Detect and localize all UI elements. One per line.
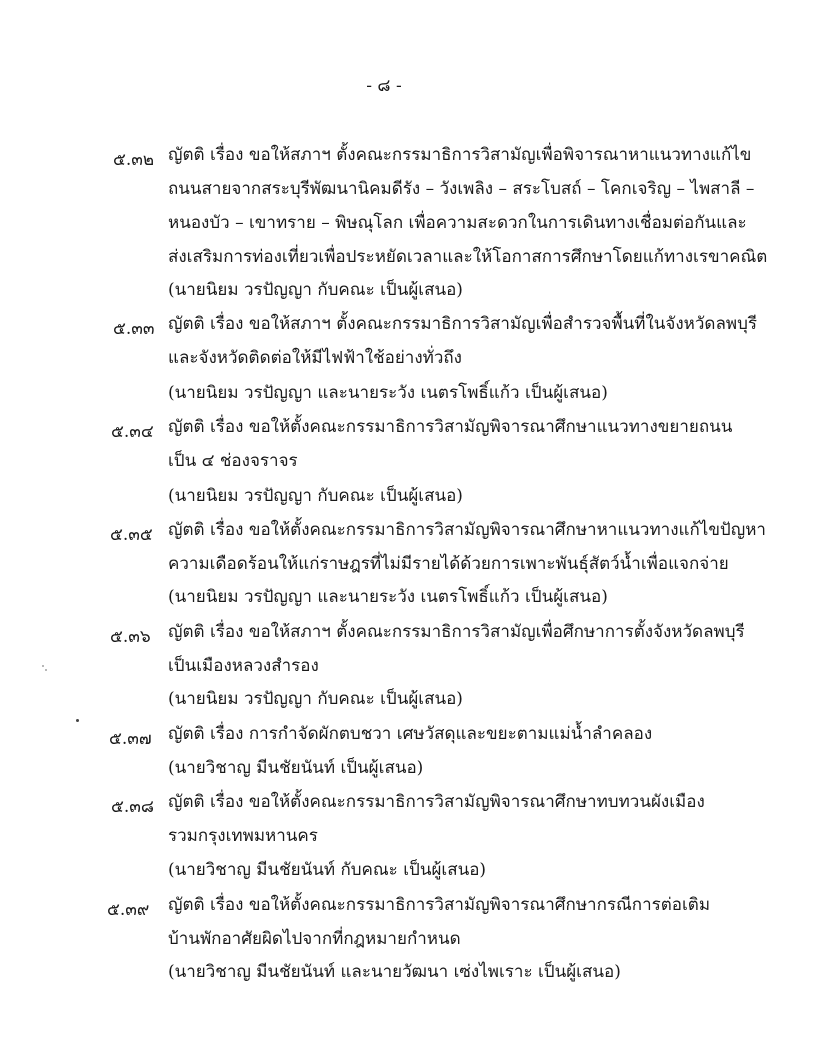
motion-number: ๕.๓๖ xyxy=(110,627,151,647)
motion-title-line: หนองบัว – เขาทราย – พิษณุโลก เพื่อความสะดวกในการเดินทางเชื่อมต่อกันและ xyxy=(168,213,747,233)
motion-number: ๕.๓๙ xyxy=(107,900,150,920)
motion-title-line: ญัตติ เรื่อง ขอให้สภาฯ ตั้งคณะกรรมาธิการวิสามัญเพื่อศึกษาการตั้งจังหวัดลพบุรี xyxy=(168,622,745,642)
motion-proposer: (นายนิยม วรปัญญา กับคณะ เป็นผู้เสนอ) xyxy=(168,280,463,300)
motion-number: ๕.๓๕ xyxy=(110,525,153,545)
motion-title-line: ถนนสายจากสระบุรีพัฒนานิคมดีรัง – วังเพลิง – สระโบสถ์ – โคกเจริญ – ไพสาลี – xyxy=(168,179,755,199)
motion-proposer: (นายนิยม วรปัญญา และนายระวัง เนตรโพธิ์แก้ว เป็นผู้เสนอ) xyxy=(168,587,608,607)
motion-title-line: และจังหวัดติดต่อให้มีไฟฟ้าใช้อย่างทั่วถึง xyxy=(168,348,462,368)
motion-number: ๕.๓๗ xyxy=(109,729,152,749)
motion-proposer: (นายวิชาญ มีนชัยนันท์ และนายวัฒนา เซ่งไพเราะ เป็นผู้เสนอ) xyxy=(168,962,621,982)
motion-title-line: ส่งเสริมการท่องเที่ยวเพื่อประหยัดเวลาและให้โอกาสการศึกษาโดยแก้ทางเรขาคณิต xyxy=(168,247,768,267)
motion-title-line: ญัตติ เรื่อง ขอให้ตั้งคณะกรรมาธิการวิสามัญพิจารณาศึกษาแนวทางขยายถนน xyxy=(168,417,733,437)
motion-number: ๕.๓๔ xyxy=(111,422,154,442)
motion-title-line: เป็นเมืองหลวงสำรอง xyxy=(168,656,319,676)
scan-speck xyxy=(76,719,79,722)
motion-title-line: บ้านพักอาศัยผิดไปจากที่กฎหมายกำหนด xyxy=(168,929,461,949)
motion-number: ๕.๓๓ xyxy=(113,319,155,339)
motion-title-line: ญัตติ เรื่อง ขอให้ตั้งคณะกรรมาธิการวิสามัญพิจารณาศึกษาทบทวนผังเมือง xyxy=(168,792,705,812)
motion-title-line: ญัตติ เรื่อง ขอให้ตั้งคณะกรรมาธิการวิสามัญพิจารณาศึกษาหาแนวทางแก้ไขปัญหา xyxy=(168,520,766,540)
motion-title-line: ญัตติ เรื่อง การกำจัดผักตบชวา เศษวัสดุและขยะตามแม่น้ำลำคลอง xyxy=(168,724,653,744)
motion-title-line: เป็น ๔ ช่องจราจร xyxy=(168,451,298,471)
motion-title-line: รวมกรุงเทพมหานคร xyxy=(168,826,318,846)
scan-speck xyxy=(45,669,47,671)
motion-proposer: (นายนิยม วรปัญญา กับคณะ เป็นผู้เสนอ) xyxy=(168,689,463,709)
motion-proposer: (นายนิยม วรปัญญา กับคณะ เป็นผู้เสนอ) xyxy=(168,486,463,506)
motion-title-line: ญัตติ เรื่อง ขอให้ตั้งคณะกรรมาธิการวิสามัญพิจารณาศึกษากรณีการต่อเติม xyxy=(168,895,711,915)
motion-proposer: (นายวิชาญ มีนชัยนันท์ กับคณะ เป็นผู้เสนอ) xyxy=(168,860,487,880)
motion-proposer: (นายนิยม วรปัญญา และนายระวัง เนตรโพธิ์แก้ว เป็นผู้เสนอ) xyxy=(168,383,608,403)
motion-proposer: (นายวิชาญ มีนชัยนันท์ เป็นผู้เสนอ) xyxy=(168,758,424,778)
scan-speck xyxy=(42,665,44,667)
motion-title-line: ญัตติ เรื่อง ขอให้สภาฯ ตั้งคณะกรรมาธิการวิสามัญเพื่อพิจารณาหาแนวทางแก้ไข xyxy=(168,145,752,165)
motion-number: ๕.๓๘ xyxy=(111,797,155,817)
motion-title-line: ความเดือดร้อนให้แก่ราษฎรที่ไม่มีรายได้ด้วยการเพาะพันธุ์สัตว์น้ำเพื่อแจกจ่าย xyxy=(168,554,729,574)
motion-number: ๕.๓๒ xyxy=(113,150,155,170)
motion-title-line: ญัตติ เรื่อง ขอให้สภาฯ ตั้งคณะกรรมาธิการวิสามัญเพื่อสำรวจพื้นที่ในจังหวัดลพบุรี xyxy=(168,314,758,334)
page-number: - ๘ - xyxy=(366,76,402,96)
